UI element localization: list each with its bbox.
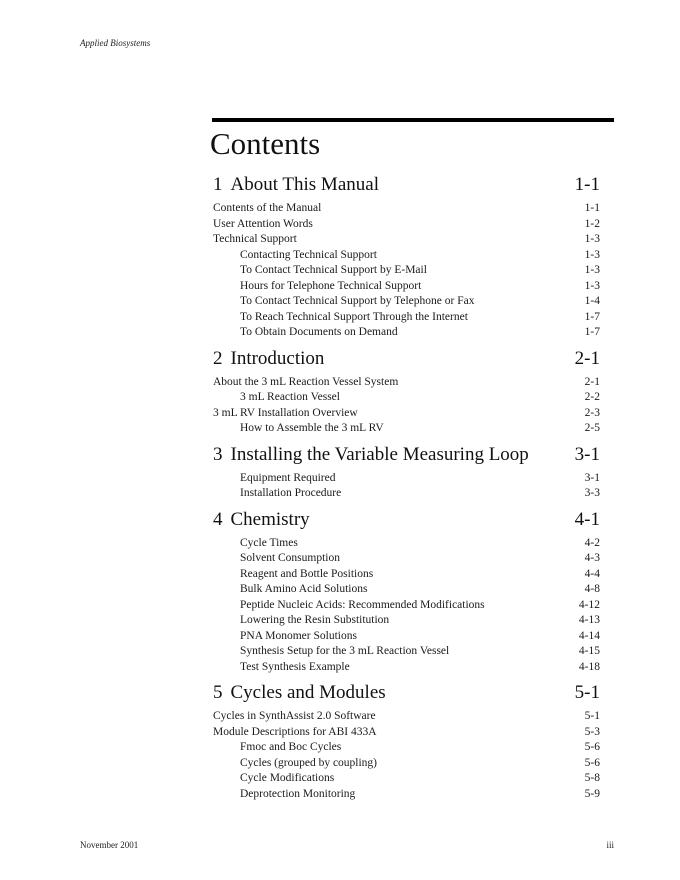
footer-date: November 2001	[80, 840, 139, 850]
toc-entry-title: To Contact Technical Support by Telephone or Fax	[240, 295, 475, 307]
toc-entry-page: 2-1	[584, 375, 600, 388]
toc-entry[interactable]	[213, 421, 600, 437]
toc-entry-page: 4-3	[584, 552, 600, 564]
toc-entry[interactable]	[213, 390, 600, 406]
toc-entry-title: Installation Procedure	[240, 487, 342, 499]
chapter-title: Installing the Variable Measuring Loop	[230, 443, 529, 465]
chapter-page: 5-1	[574, 682, 600, 703]
toc-entry-page: 1-7	[584, 326, 600, 338]
chapter-heading[interactable]	[213, 680, 600, 706]
toc-entry[interactable]	[213, 294, 600, 310]
toc-entry-title: How to Assemble the 3 mL RV	[240, 422, 384, 434]
toc-entry-title: Cycles in SynthAssist 2.0 Software	[213, 710, 376, 722]
toc-entry-page: 2-5	[584, 422, 600, 434]
toc-entry-page: 1-4	[584, 295, 600, 307]
toc-entry[interactable]	[213, 217, 600, 233]
chapter-heading[interactable]	[213, 346, 600, 372]
toc-entry-page: 1-2	[584, 217, 600, 230]
toc-entry[interactable]	[213, 582, 600, 598]
toc-entry[interactable]	[213, 771, 600, 787]
toc-entry-title: To Reach Technical Support Through the Internet	[240, 310, 468, 323]
toc-entry[interactable]	[213, 471, 600, 487]
toc-entry-page: 4-14	[578, 629, 600, 642]
chapter-title: Introduction	[230, 347, 325, 369]
chapter-5	[213, 680, 600, 802]
toc-entry-title: Reagent and Bottle Positions	[240, 567, 374, 580]
toc-entry-title: Cycles (grouped by coupling)	[240, 756, 378, 769]
toc-entry[interactable]	[213, 756, 600, 772]
toc-entry-title: User Attention Words	[213, 217, 313, 230]
chapter-page: 2-1	[574, 347, 600, 369]
toc-entry-page: 1-7	[584, 310, 600, 323]
chapter-title: Chemistry	[230, 508, 310, 530]
toc-entry[interactable]	[213, 325, 600, 341]
toc-entry[interactable]	[213, 536, 600, 552]
toc-entry-title: Contents of the Manual	[213, 202, 322, 214]
toc-entry[interactable]	[213, 787, 600, 803]
toc-entry[interactable]	[213, 644, 600, 660]
toc-entry[interactable]	[213, 310, 600, 326]
toc-entry-page: 1-1	[584, 202, 600, 214]
chapter-heading[interactable]	[213, 172, 600, 198]
toc-entry[interactable]	[213, 551, 600, 567]
toc-entry-title: To Contact Technical Support by E-Mail	[240, 264, 427, 276]
toc-entry-page: 4-13	[578, 614, 600, 626]
title-rule	[212, 118, 614, 122]
chapter-title-group	[213, 172, 379, 198]
toc-entry-page: 1-3	[584, 248, 600, 261]
toc-entry-title: Contacting Technical Support	[240, 248, 377, 261]
page-title: Contents	[210, 126, 321, 161]
toc-entry[interactable]	[213, 613, 600, 629]
toc-entry[interactable]	[213, 629, 600, 645]
toc-entry[interactable]	[213, 248, 600, 264]
toc-entry-page: 2-3	[584, 406, 600, 419]
toc-entry-page: 5-9	[584, 787, 600, 800]
toc-entry-title: 3 mL RV Installation Overview	[213, 406, 358, 419]
toc-entry-page: 3-1	[584, 471, 600, 484]
toc-entry-page: 4-8	[584, 583, 600, 595]
chapter-1	[213, 172, 600, 341]
toc-entry[interactable]	[213, 232, 600, 248]
toc-entry-title: Module Descriptions for ABI 433A	[213, 725, 377, 738]
toc-entry-page: 4-15	[578, 645, 600, 657]
chapter-page: 3-1	[574, 443, 600, 465]
chapter-title: About This Manual	[230, 174, 379, 195]
chapter-title-group	[213, 442, 529, 468]
toc-entry-title: Peptide Nucleic Acids: Recommended Modifications	[240, 598, 485, 611]
chapter-number: 4	[213, 508, 223, 530]
toc-entry-page: 1-3	[584, 279, 600, 292]
toc-entry[interactable]	[213, 725, 600, 741]
toc-entry[interactable]	[213, 660, 600, 676]
chapter-heading[interactable]	[213, 507, 600, 533]
chapter-number: 5	[213, 682, 223, 703]
toc-entry-title: Bulk Amino Acid Solutions	[240, 583, 368, 595]
table-of-contents	[213, 172, 600, 807]
chapter-page: 1-1	[574, 174, 600, 195]
toc-entry-title: Deprotection Monitoring	[240, 787, 356, 800]
running-header: Applied Biosystems	[80, 38, 151, 48]
chapter-page: 4-1	[574, 508, 600, 530]
toc-entry[interactable]	[213, 263, 600, 279]
toc-entry-title: Test Synthesis Example	[240, 660, 350, 673]
toc-entry-page: 2-2	[584, 391, 600, 403]
toc-entry-page: 3-3	[584, 487, 600, 499]
chapter-3	[213, 442, 600, 502]
toc-entry-page: 1-3	[584, 233, 600, 245]
toc-entry-title: Hours for Telephone Technical Support	[240, 279, 422, 292]
toc-entry-title: About the 3 mL Reaction Vessel System	[213, 375, 399, 388]
toc-entry[interactable]	[213, 279, 600, 295]
chapter-title-group	[213, 507, 310, 533]
toc-entry-page: 1-3	[584, 264, 600, 276]
toc-entry-title: Cycle Modifications	[240, 772, 335, 784]
toc-entry-page: 4-2	[584, 536, 600, 549]
toc-entry-page: 5-3	[584, 725, 600, 738]
chapter-title-group	[213, 680, 386, 706]
toc-entry-page: 5-1	[584, 710, 600, 722]
toc-entry-title: 3 mL Reaction Vessel	[240, 391, 340, 403]
toc-entry-title: To Obtain Documents on Demand	[240, 326, 398, 338]
toc-entry[interactable]	[213, 709, 600, 725]
toc-entry-page: 4-18	[578, 660, 600, 673]
chapter-4	[213, 507, 600, 676]
chapter-title: Cycles and Modules	[230, 682, 386, 703]
toc-entry[interactable]	[213, 486, 600, 502]
toc-entry-title: Equipment Required	[240, 471, 336, 484]
chapter-number: 2	[213, 347, 223, 369]
toc-entry-title: Fmoc and Boc Cycles	[240, 741, 342, 753]
toc-entry-title: Technical Support	[213, 233, 297, 245]
chapter-2	[213, 346, 600, 437]
toc-entry[interactable]	[213, 375, 600, 391]
toc-entry-page: 4-12	[578, 598, 600, 611]
toc-entry-title: Synthesis Setup for the 3 mL Reaction Vessel	[240, 645, 450, 657]
toc-entry-page: 5-6	[584, 741, 600, 753]
toc-entry-title: Solvent Consumption	[240, 552, 340, 564]
chapter-heading[interactable]	[213, 442, 600, 468]
toc-entry-page: 5-6	[584, 756, 600, 769]
toc-entry-title: Lowering the Resin Substitution	[240, 614, 390, 626]
toc-entry-title: PNA Monomer Solutions	[240, 629, 357, 642]
toc-entry-page: 4-4	[584, 567, 600, 580]
toc-entry-page: 5-8	[584, 772, 600, 784]
toc-entry[interactable]	[213, 567, 600, 583]
chapter-title-group	[213, 346, 324, 372]
toc-entry[interactable]	[213, 740, 600, 756]
footer-page-number: iii	[606, 840, 614, 850]
toc-entry[interactable]	[213, 598, 600, 614]
toc-entry[interactable]	[213, 406, 600, 422]
chapter-number: 1	[213, 174, 223, 195]
chapter-number: 3	[213, 443, 223, 465]
toc-entry-title: Cycle Times	[240, 536, 298, 549]
toc-entry[interactable]	[213, 201, 600, 217]
